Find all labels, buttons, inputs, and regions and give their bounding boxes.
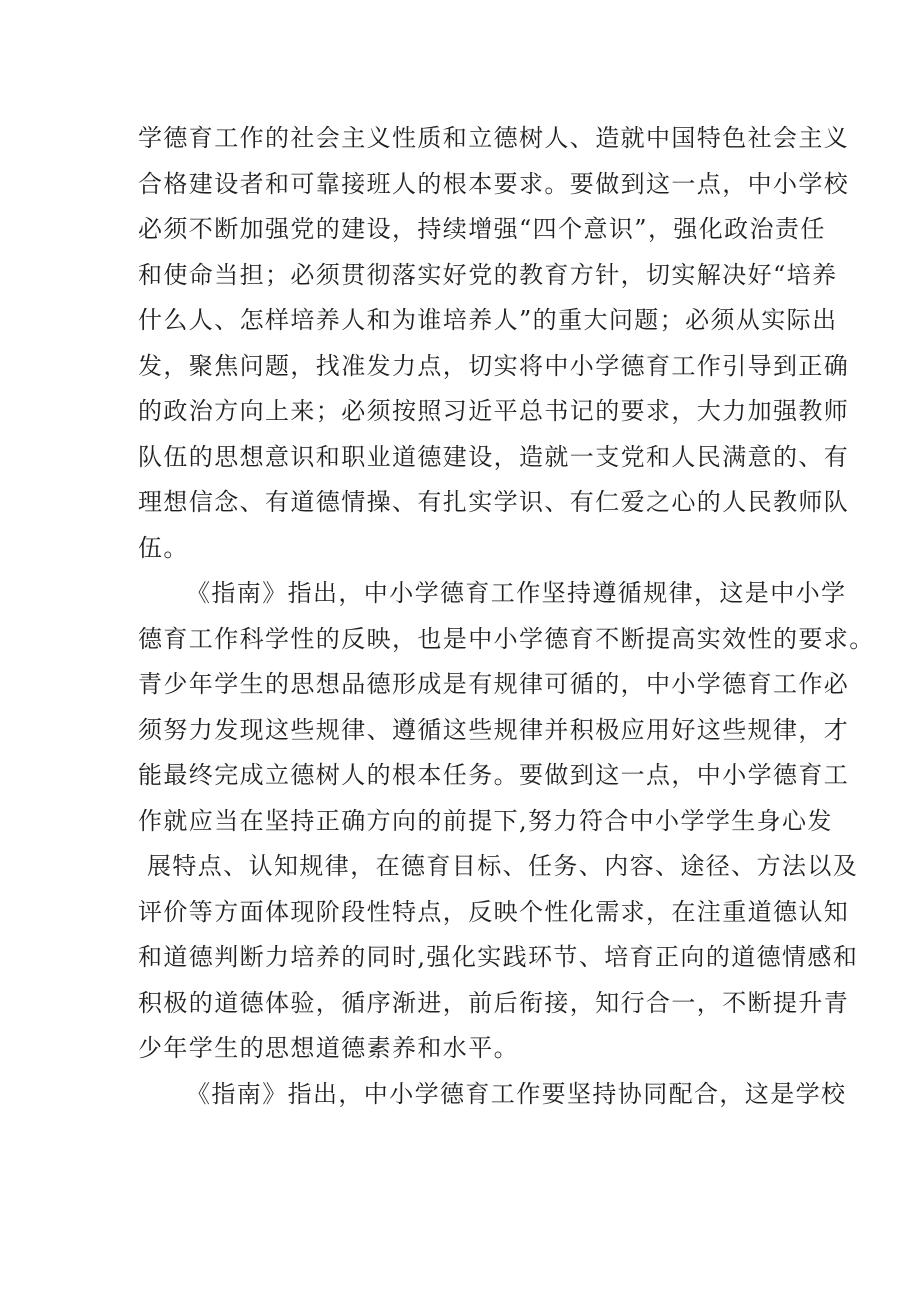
text-line: 学德育工作的社会主义性质和立德树人、造就中国特色社会主义	[138, 124, 850, 152]
paragraph-start-line: 《指南》指出，中小学德育工作要坚持协同配合，这是学校	[186, 1080, 847, 1108]
text-line: 积极的道德体验，循序渐进，前后衔接，知行合一，不断提升青	[138, 989, 850, 1017]
text-line: 必须不断加强党的建设，持续增强“四个意识”，强化政治责任	[138, 215, 826, 243]
text-line: 队伍的思想意识和职业道德建设，造就一支党和人民满意的、有	[138, 443, 850, 471]
text-line: 评价等方面体现阶段性特点，反映个性化需求，在注重道德认知	[138, 898, 850, 926]
text-line: 须努力发现这些规律、遵循这些规律并积极应用好这些规律，才	[138, 716, 850, 744]
text-line: 和使命当担；必须贯彻落实好党的教育方针，切实解决好“培养	[138, 261, 838, 289]
text-line: 和道德判断力培养的同时,强化实践环节、培育正向的道德情感和	[138, 943, 859, 971]
text-line: 德育工作科学性的反映，也是中小学德育不断提高实效性的要求。	[138, 625, 875, 653]
text-line: 少年学生的思想道德素养和水平。	[138, 1034, 519, 1062]
text-line: 发，聚焦问题，找准发力点，切实将中小学德育工作引导到正确	[138, 352, 850, 380]
text-line: 作就应当在坚持正确方向的前提下,努力符合中小学学生身心发	[138, 807, 833, 835]
text-line: 合格建设者和可靠接班人的根本要求。要做到这一点，中小学校	[138, 170, 850, 198]
text-line: 青少年学生的思想品德形成是有规律可循的，中小学德育工作必	[138, 670, 850, 698]
text-line: 能最终完成立德树人的根本任务。要做到这一点，中小学德育工	[138, 761, 850, 789]
text-line: 伍。	[138, 534, 189, 562]
text-line: 理想信念、有道德情操、有扎实学识、有仁爱之心的人民教师队	[138, 488, 850, 516]
text-line: 什么人、怎样培养人和为谁培养人”的重大问题；必须从实际出	[138, 306, 838, 334]
text-line: 展特点、认知规律，在德育目标、任务、内容、途径、方法以及	[147, 852, 859, 880]
paragraph-start-line: 《指南》指出，中小学德育工作坚持遵循规律，这是中小学	[186, 579, 847, 607]
text-line: 的政治方向上来；必须按照习近平总书记的要求，大力加强教师	[138, 397, 850, 425]
